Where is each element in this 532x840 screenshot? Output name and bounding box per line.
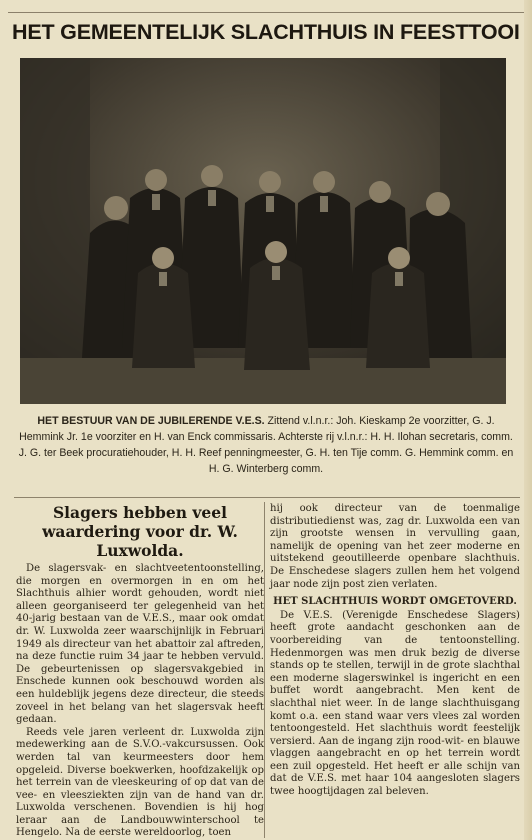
group-photo-illustration bbox=[20, 58, 506, 404]
column-rule bbox=[264, 502, 265, 838]
photo-caption bbox=[14, 413, 518, 477]
caption-lead: HET BESTUUR VAN DE JUBILERENDE V.E.S. bbox=[37, 415, 265, 427]
group-photo bbox=[20, 58, 506, 404]
right-subheading: HET SLACHTHUIS WORDT OMGETOVERD. bbox=[273, 596, 517, 608]
left-column-heading: Slagers hebben veel waardering voor dr. W. Luxwolda. bbox=[42, 503, 238, 560]
right-column bbox=[270, 503, 520, 799]
caption-separator bbox=[14, 497, 520, 498]
right-paragraph-1: hij ook directeur van de toenmalige distributiedienst was, zag dr. Luxwolda een van zijn grootste wensen in vervulling gaan, namelijk de opening van het zeer moderne en uitstekend geoutilleerde openbare slachthuis. De Enschedese slagers zullen hem het volgend jaar node zijn post zien verlaten. bbox=[270, 503, 520, 590]
top-rule bbox=[8, 12, 524, 13]
left-paragraph-2: Reeds vele jaren verleent dr. Luxwolda zijn medewerking aan de S.V.O.-vakcursussen. Ook werden tal van keurmeesters door hem opgeleid. Diverse boekwerken, hoofdzakelijk op het terrein van de vleeskeuring of op dat van de vee- en vleesziekten zijn van de hand van dr. Luxwolda verschenen. Bovendien is hij hog leraar aan de Landbouwwinterschool te Hengelo. Na de eerste wereldoorlog, toen bbox=[16, 726, 264, 839]
right-paragraph-2: De V.E.S. (Verenigde Enschedese Slagers) heeft grote aandacht geschonken aan de voorbereiding van de tentoonstelling. Hedenmorgen was men druk bezig de diverse stands op te stellen, terwijl in de grote slachthal een moderne slagerswinkel is ingericht en een buffet wordt aangebracht. Men kent de slachthal niet weer. In de lange slachthuisgang komt o.a. een stand waar vers vlees zal worden tentoongesteld. Het slachthuis wordt feestelijk versierd. Aan de ingang zijn rood-wit- en blauwe vlaggen aangebracht en op het terrein wordt een zuil opgesteld. Het heeft er alle schijn van dat de V.E.S. met haar 104 aangesloten slagers twee hoogtijdagen zal beleven. bbox=[270, 609, 520, 798]
adjacent-page-edge bbox=[524, 0, 532, 840]
left-column bbox=[16, 503, 264, 840]
article-headline: HET GEMEENTELIJK SLACHTHUIS IN FEESTTOOI bbox=[12, 20, 520, 44]
left-paragraph-1: De slagersvak- en slachtveetentoonstelling, die morgen en overmorgen in en om het Slachthuis alhier wordt gehouden, wordt niet alleen georganiseerd ter gelegenheid van het 40-jarig bestaan van de V.E.S., maar ook omdat dr. W. Luxwolda zeer waarschijnlijk in Februari 1949 als directeur van het abattoir zal aftreden, na deze functie ruim 34 jaar te hebben vervuld. De gebeurtenissen op slagersvakgebied in Enschede kunnen ook beschouwd worden als een huldeblijk jegens deze directeur, die steeds zoveel in het belang van het slagersvak heeft gedaan. bbox=[16, 563, 264, 726]
caption-text: Zittend v.l.n.r.: Joh. Kieskamp 2e voorzitter, G. J. Hemmink Jr. 1e voorziter en H. van Enck commissaris. Achterste rij v.l.n.r.: H. H. Ilohan secretaris, comm. J. G. ter Beek procuratiehouder, H. H. Reef penningmeester, G. H. ten Tije comm. G. Hemmink comm. en H. G. Winterberg comm. bbox=[18, 415, 514, 475]
